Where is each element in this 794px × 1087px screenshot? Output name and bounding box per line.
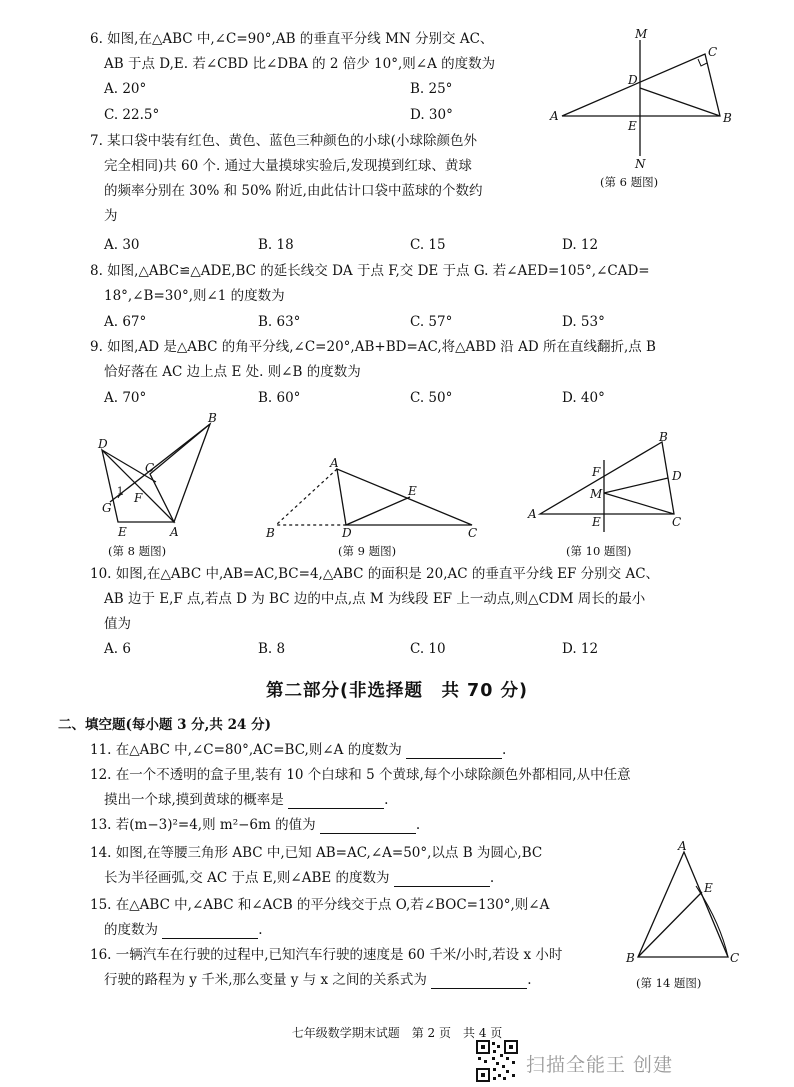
fig9-label-D: D — [342, 526, 352, 540]
fig10-label-F: F — [592, 465, 601, 479]
fig10-label-C: C — [672, 515, 682, 529]
q7-option-a: A. 30 — [104, 237, 140, 253]
q15-text: 的度数为 — [104, 922, 158, 938]
q9-line-1: 9. 如图,AD 是△ABC 的角平分线,∠C=20°,AB+BD=AC,将△ABD 沿 AD 所在直线翻折,点 B — [90, 339, 656, 355]
fig14-label-A: A — [678, 839, 687, 853]
fig14-label-C: C — [730, 951, 740, 965]
q8-option-a: A. 67° — [104, 314, 147, 330]
fig14-label-E: E — [704, 881, 713, 895]
q13-text: 13. 若(m−3)²=4,则 m²−6m 的值为 — [90, 817, 316, 833]
q8-option-b: B. 63° — [258, 314, 301, 330]
fig8-label-B: B — [208, 411, 217, 425]
q10-line-1: 10. 如图,在△ABC 中,AB=AC,BC=4,△ABC 的面积是 20,AC 的垂直平分线 EF 分别交 AC、 — [90, 566, 660, 582]
fig6-label-A: A — [550, 109, 559, 123]
q6-line-1: 6. 如图,在△ABC 中,∠C=90°,AB 的垂直平分线 MN 分别交 AC、 — [90, 31, 494, 47]
q9-line-2: 恰好落在 AC 边上点 E 处. 则∠B 的度数为 — [104, 364, 361, 380]
q11-line: 11. 在△ABC 中,∠C=80°,AC=BC,则∠A 的度数为 . — [90, 742, 507, 758]
fig8-label-D: D — [98, 437, 108, 451]
fig9-caption: (第 9 题图) — [338, 544, 397, 558]
q16-line-2: 行驶的路程为 y 千米,那么变量 y 与 x 之间的关系式为 . — [104, 972, 532, 988]
qr-code-icon — [476, 1040, 518, 1082]
q15-line-2: 的度数为 . — [104, 922, 263, 938]
q10-line-2: AB 边于 E,F 点,若点 D 为 BC 边的中点,点 M 为线段 EF 上一动点,则△CDM 周长的最小 — [104, 591, 646, 607]
fig8-label-A: A — [170, 525, 179, 539]
fig8-caption: (第 8 题图) — [108, 544, 167, 558]
fig10-label-M: M — [590, 487, 603, 501]
fig10-label-E: E — [592, 515, 601, 529]
q11-answer-blank[interactable] — [406, 744, 502, 759]
q14-text: 长为半径画弧,交 AC 于点 E,则∠ABE 的度数为 — [104, 870, 390, 886]
figure-8 — [90, 410, 230, 540]
page-footer: 七年级数学期末试题 第 2 页 共 4 页 — [291, 1026, 503, 1040]
q14-line-2: 长为半径画弧,交 AC 于点 E,则∠ABE 的度数为 . — [104, 870, 495, 886]
fig8-label-E: E — [118, 525, 127, 539]
q9-option-c: C. 50° — [410, 390, 453, 406]
fig6-label-E: E — [628, 119, 637, 133]
fig6-label-D: D — [628, 73, 638, 87]
section-fill-in-title: 二、填空题(每小题 3 分,共 24 分) — [58, 717, 271, 733]
figure-10 — [522, 430, 712, 535]
figure-9 — [262, 455, 482, 540]
fig6-label-B: B — [723, 111, 732, 125]
q7-option-c: C. 15 — [410, 237, 446, 253]
fig10-label-A: A — [528, 507, 537, 521]
q12-line-2: 摸出一个球,摸到黄球的概率是 . — [104, 792, 389, 808]
q8-line-1: 8. 如图,△ABC≌△ADE,BC 的延长线交 DA 于点 F,交 DE 于点 G. 若∠AED=105°,∠CAD= — [90, 263, 650, 279]
part-two-heading: 第二部分(非选择题 共 70 分) — [265, 681, 529, 701]
fig8-label-C: C — [145, 461, 155, 475]
q14-answer-blank[interactable] — [394, 872, 490, 887]
q12-line-1: 12. 在一个不透明的盒子里,装有 10 个白球和 5 个黄球,每个小球除颜色外都相同,从中任意 — [90, 767, 631, 783]
q15-line-1: 15. 在△ABC 中,∠ABC 和∠ACB 的平分线交于点 O,若∠BOC=130°,则∠A — [90, 897, 550, 913]
q16-text: 行驶的路程为 y 千米,那么变量 y 与 x 之间的关系式为 — [104, 972, 427, 988]
q13-answer-blank[interactable] — [320, 819, 416, 834]
q7-option-b: B. 18 — [258, 237, 294, 253]
q7-option-d: D. 12 — [562, 237, 599, 253]
q12-text: 摸出一个球,摸到黄球的概率是 — [104, 792, 284, 808]
fig10-label-B: B — [659, 430, 668, 444]
fig6-label-N: N — [635, 157, 646, 171]
q7-line-2: 完全相同)共 60 个. 通过大量摸球实验后,发现摸到红球、黄球 — [104, 158, 472, 174]
fig9-label-A: A — [330, 456, 339, 470]
q15-answer-blank[interactable] — [162, 924, 258, 939]
q13-line: 13. 若(m−3)²=4,则 m²−6m 的值为 . — [90, 817, 421, 833]
q9-option-d: D. 40° — [562, 390, 605, 406]
q7-line-1: 7. 某口袋中装有红色、黄色、蓝色三种颜色的小球(小球除颜色外 — [90, 133, 477, 149]
q6-option-d: D. 30° — [410, 107, 453, 123]
q9-option-b: B. 60° — [258, 390, 301, 406]
q10-option-d: D. 12 — [562, 641, 599, 657]
q7-line-3: 的频率分别在 30% 和 50% 附近,由此估计口袋中蓝球的个数约 — [104, 183, 483, 199]
q10-line-3: 值为 — [104, 616, 131, 632]
q11-text: 11. 在△ABC 中,∠C=80°,AC=BC,则∠A 的度数为 — [90, 742, 402, 758]
q6-option-a: A. 20° — [104, 81, 147, 97]
fig6-label-C: C — [708, 45, 718, 59]
q10-option-a: A. 6 — [104, 641, 131, 657]
q8-option-c: C. 57° — [410, 314, 453, 330]
q16-line-1: 16. 一辆汽车在行驶的过程中,已知汽车行驶的速度是 60 千米/小时,若设 x 小时 — [90, 947, 563, 963]
fig8-label-G: G — [102, 501, 112, 515]
fig10-caption: (第 10 题图) — [566, 544, 632, 558]
q8-option-d: D. 53° — [562, 314, 605, 330]
figure-14 — [622, 839, 742, 970]
q7-line-4: 为 — [104, 208, 118, 224]
q6-option-c: C. 22.5° — [104, 107, 160, 123]
fig6-caption: (第 6 题图) — [600, 175, 659, 189]
q6-line-2: AB 于点 D,E. 若∠CBD 比∠DBA 的 2 倍少 10°,则∠A 的度数为 — [104, 56, 496, 72]
figure-6 — [540, 26, 740, 176]
fig8-label-1: 1 — [117, 486, 124, 497]
fig6-label-M: M — [635, 27, 648, 41]
fig10-label-D: D — [672, 469, 682, 483]
fig14-label-B: B — [626, 951, 635, 965]
fig8-label-F: F — [134, 491, 143, 505]
fig9-label-E: E — [408, 484, 417, 498]
q9-option-a: A. 70° — [104, 390, 147, 406]
fig9-label-C: C — [468, 526, 478, 540]
q12-answer-blank[interactable] — [288, 794, 384, 809]
watermark-text: 扫描全能王 创建 — [526, 1054, 674, 1076]
fig14-caption: (第 14 题图) — [636, 976, 702, 990]
fig9-label-B: B — [266, 526, 275, 540]
q8-line-2: 18°,∠B=30°,则∠1 的度数为 — [104, 288, 285, 304]
q16-answer-blank[interactable] — [431, 974, 527, 989]
q6-option-b: B. 25° — [410, 81, 453, 97]
q14-line-1: 14. 如图,在等腰三角形 ABC 中,已知 AB=AC,∠A=50°,以点 B 为圆心,BC — [90, 845, 543, 861]
q10-option-c: C. 10 — [410, 641, 446, 657]
q10-option-b: B. 8 — [258, 641, 286, 657]
